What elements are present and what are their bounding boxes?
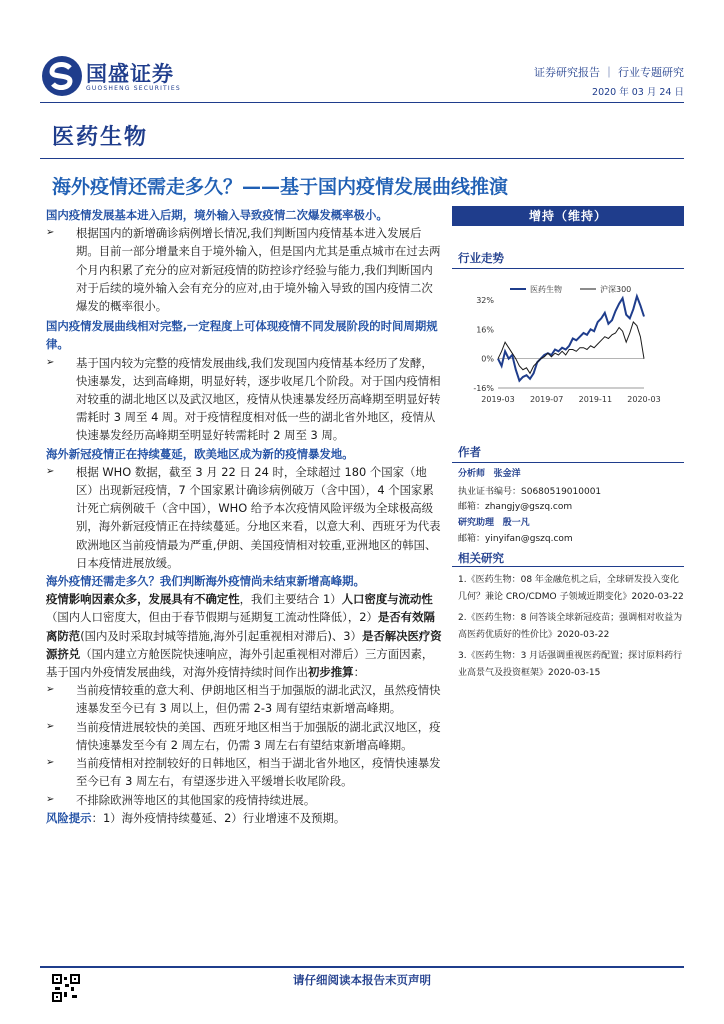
related-list — [458, 572, 684, 682]
x-tick-label: 2019-11 — [578, 395, 613, 404]
trend-divider — [452, 268, 684, 269]
analyst: 分析师 张金洋 — [458, 469, 521, 479]
section-heading-1: 国内疫情发展基本进入后期，境外输入导致疫情二次爆发概率极小。 — [46, 208, 388, 222]
report-type: 证券研究报告 ｜ 行业专题研究 — [534, 66, 684, 79]
legend-label: 医药生物 — [530, 285, 562, 294]
trend-chart — [452, 280, 684, 410]
sector-title: 医药生物 — [52, 125, 149, 150]
header-divider — [40, 102, 684, 103]
related-title: 相关研究 — [458, 551, 504, 565]
related-item[interactable]: 2.《医药生物：8 问答谈全球新冠疫苗；强调相对收益为高医药优质好的性价比》2020-03-22 — [458, 613, 683, 640]
assistant: 研究助理 殷一凡 — [458, 518, 530, 528]
trend-title: 行业走势 — [458, 251, 504, 265]
x-tick-label: 2019-03 — [481, 395, 515, 404]
brand-name: 国盛证券 — [86, 62, 174, 86]
bullet-paragraph-2: ➢ 基于国内较为完整的疫情发展曲线,我们发现国内疫情基本经历了发酵，快速暴发，达到高峰期，明显好转，逐步收尾几个阶段。对于国内疫情相对较重的湖北地区以及武汉地区，疫情从快速暴发经历高峰期至明显好转需耗时 3 周至 4 周。对于疫情程度相对低一些的湖北省外地区，疫情从快速暴发经历高峰期至明显好转需耗时 2 周至 3 周。 — [46, 354, 442, 445]
y-tick-label: 16% — [476, 325, 494, 335]
risk-warning: 风险提示：1）海外疫情持续蔓延、2）行业增速不及预期。 — [46, 810, 346, 825]
report-date: 2020 年 03 月 24 日 — [592, 87, 684, 98]
factors-paragraph: 疫情影响因素众多，发展具有不确定性，我们主要结合 1）人口密度与流动性（国内人口密度大，但由于春节假期与延期复工流动性降低），2）是否有效隔离防范(国内及时采取封城等措施,海外引起重视相对滞后)、3）是否解决医疗资源挤兑（国内建立方舱医院快速响应，海外引起重视相对滞后）三方面因素，基于国内外疫情发展曲线，对海外疫情持续时间作出初步推算： — [46, 592, 442, 680]
legend-label: 沪深300 — [600, 285, 632, 294]
assistant-email[interactable]: 邮箱：yinyifan@gszq.com — [458, 534, 573, 544]
x-tick-label: 2020-03 — [627, 395, 661, 404]
rating-badge: 增持（维持） — [452, 206, 684, 226]
y-tick-label: 0% — [481, 354, 494, 364]
footer-divider — [40, 966, 684, 968]
series-line-pharma — [498, 296, 644, 380]
analyst-cert: 执业证书编号：S0680519010001 — [458, 487, 602, 497]
bullet-paragraph-3: ➢ 根据 WHO 数据，截至 3 月 22 日 24 时，全球超过 180 个国家（地区）出现新冠疫情，7 个国家累计确诊病例破万（含中国），4 个国家累计死亡病例破千（含中国），WHO 给予本次疫情风险评级为全球极高级别，海外新冠疫情正在持续蔓延。分地区来看，以意大利、西班牙为代表欧洲地区当前疫情最为严重,伊朗、美国疫情相对较重,亚洲地区的韩国、日本疫情进展放缓。 — [46, 463, 442, 572]
authors-divider — [452, 462, 684, 463]
estimate-bullet-4: ➢ 不排除欧洲等地区的其他国家的疫情持续进展。 — [46, 791, 442, 809]
series-line-csi300 — [498, 322, 644, 373]
related-item[interactable]: 3.《医药生物：3 月话强调重视医药配置；探讨原料药行业高景气及投资框架》2020-03-15 — [458, 651, 683, 678]
brand-name-en: GUOSHENG SECURITIES — [86, 85, 181, 92]
y-tick-label: -16% — [473, 384, 494, 393]
main-body — [46, 206, 442, 827]
section-heading-4: 海外疫情还需走多久？我们判断海外疫情尚未结束新增高峰期。 — [46, 574, 365, 589]
estimate-bullet-1: ➢ 当前疫情较重的意大利、伊朗地区相当于加强版的湖北武汉，虽然疫情快速暴发至今已有 3 周以上，但仍需 2-3 周有望结束新增高峰期。 — [46, 681, 442, 717]
related-item[interactable]: 1.《医药生物：08 年金融危机之后，全球研发投入变化几何？兼论 CRO/CDMO 子领域近期变化》2020-03-22 — [458, 575, 684, 602]
authors-title: 作者 — [458, 445, 481, 459]
section-heading-2: 国内疫情发展曲线相对完整,一定程度上可体现疫情不同发展阶段的时间周期规律。 — [46, 319, 438, 352]
section-heading-3: 海外新冠疫情正在持续蔓延，欧美地区成为新的疫情暴发地。 — [46, 446, 354, 461]
bullet-paragraph-1: ➢ 根据国内的新增确诊病例增长情况,我们判断国内疫情基本进入发展后期。目前一部分增量来自于境外输入，但是国内尤其是重点城市在过去两个月内积累了充分的应对新冠疫情的防控诊疗经验与能力,我们判断国内对于后续的境外输入会有充分的应对,由于境外输入导致的国内疫情二次爆发的概率很小。 — [46, 224, 442, 315]
guosheng-logo-mark — [40, 54, 84, 98]
y-tick-label: 32% — [476, 296, 494, 305]
x-tick-label: 2019-07 — [529, 395, 564, 404]
report-title: 海外疫情还需走多久？——基于国内疫情发展曲线推演 — [52, 176, 509, 198]
estimate-bullet-2: ➢ 当前疫情进展较快的美国、西班牙地区相当于加强版的湖北武汉地区，疫情快速暴发至今有 2 周左右，仍需 3 周左右有望结束新增高峰期。 — [46, 718, 442, 754]
related-divider — [452, 566, 684, 567]
estimate-bullet-3: ➢ 当前疫情相对控制较好的日韩地区，相当于湖北省外地区，疫情快速暴发至今已有 3 周左右，有望逐步进入平缓增长收尾阶段。 — [46, 754, 442, 790]
analyst-email[interactable]: 邮箱：zhangjy@gszq.com — [458, 502, 573, 512]
sector-divider — [40, 158, 684, 159]
footer-disclaimer: 请仔细阅读本报告末页声明 — [293, 973, 431, 987]
